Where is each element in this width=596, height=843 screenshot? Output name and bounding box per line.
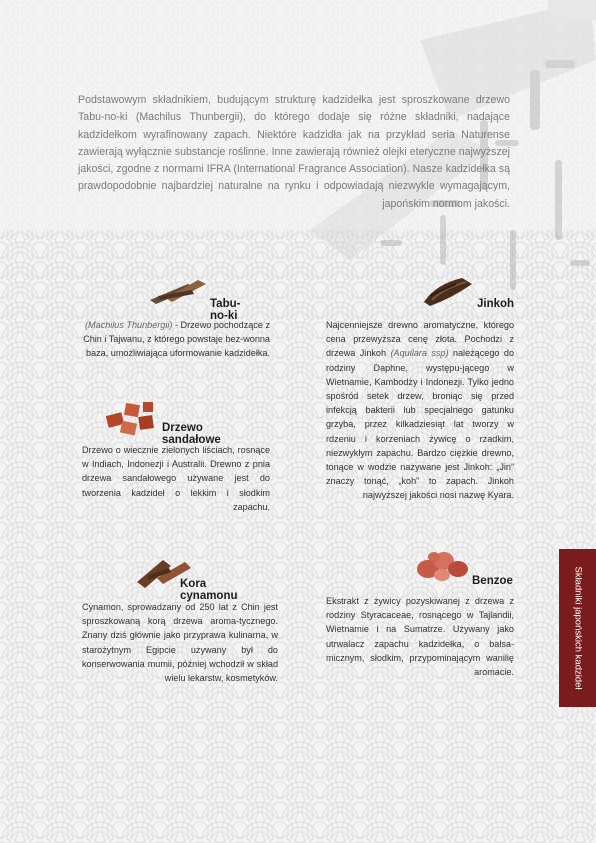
benzoin-resin-image: [414, 547, 470, 583]
tabu-no-ki-text: - Drzewo pochodzące z Chin i Tajwanu, z którego powstaje bez-wonna baza, umożliwiająca uformowanie kadzidełka.: [83, 320, 270, 359]
jinkoh-text-part-2: należącego do rodziny Daphne, występu-jącego w Wietnamie, Kambodży i Indonezji. Tylko jedno spośród setek drzew, broniąc się przed infekcją bakterii lub specjalnego gatunku grzyba, przez kilkadziesiąt lat tworzy w rdzeniu i korzeniach żywicę o rzadkim, niezwykłym zapachu. Bardzo ciężkie drewno, tonące w wodzie nazywane jest Jinkoh: „Jin” znaczy tonąć, „koh” to zapach. Jinkoh najwyższej jakości nosi nazwę Kyara.: [326, 348, 515, 501]
benzoin-heading: Benzoe: [472, 575, 513, 587]
cinnamon-bark-heading: Kora cynamonu: [180, 578, 238, 602]
sandalwood-chips-image: [103, 400, 159, 440]
sandalwood-heading: Drzewo sandałowe: [162, 422, 221, 446]
jinkoh-heading: Jinkoh: [477, 298, 515, 310]
jinkoh-latin-name: (Aquilara ssp): [390, 348, 449, 359]
jinkoh-text-part-1: Najcenniejsze drewno aromatyczne, którego cena przewyższa cenę złota. Pochodzi z drzewa Jinkoh: [326, 320, 514, 359]
top-corner-decoration: [548, 0, 596, 20]
jinkoh-description: [326, 318, 514, 503]
tabu-no-ki-description: [82, 318, 270, 361]
benzoin-description: Ekstrakt z żywicy pozyskiwanej z drzewa z rodziny Styracaceae, rosnącego w Tajlandii, Wietnamie i na Sumatrze. Używany jako utrwalacz zapachu kadzidełka, o balsa-micznym, słodkim, przypominającym wanilię aromacie.: [326, 596, 514, 678]
section-side-tab: [559, 549, 596, 707]
jinkoh-wood-image: [422, 276, 474, 308]
tabu-no-ki-heading: Tabu-no-ki: [210, 298, 241, 322]
cinnamon-bark-description: Cynamon, sprowadzany od 250 lat z Chin jest sproszkowaną korą drzewa aroma-tycznego. Znany dziś głównie jako przyprawa kulinarna, w starożytnym Egipcie używany był do konserwowania mumii, później wchodził w skład wielu lekarstw, kosmetyków.: [82, 602, 278, 684]
intro-paragraph: Podstawowym składnikiem, budującym strukturę kadzidełka jest sproszkowane drzewo Tabu-no-ki (Machilus Thunbergii), do którego dodaje się różne składniki, nadające kadzidełkom wyrafinowany zapach. Niektóre kadzidła jak na przykład seria Naturense zawierają wyłącznie substancje roślinne. Inne zawierają również olejki eteryczne najwyższej jakości, zgodne z normami IFRA (International Fragrance Association). Nasze kadzidełka są prawdopodobnie najbardziej naturalne na rynku i odpowiadają niezwykle wymagającym, japońskim normom jakości.: [78, 94, 510, 210]
tabu-no-ki-bark-image: [148, 278, 208, 308]
tabu-no-ki-latin-name: (Machilus Thunbergii): [85, 320, 173, 330]
sandalwood-description: Drzewo o wiecznie zielonych liściach, rosnące w Indiach, Indonezji i Australii. Drewno z pnia drzewa sandałowego używane jest do tworzenia kadzideł o lekkim i słodkim zapachu.: [82, 445, 270, 512]
section-side-tab-label: Składniki japońskich kadzideł: [572, 566, 583, 690]
